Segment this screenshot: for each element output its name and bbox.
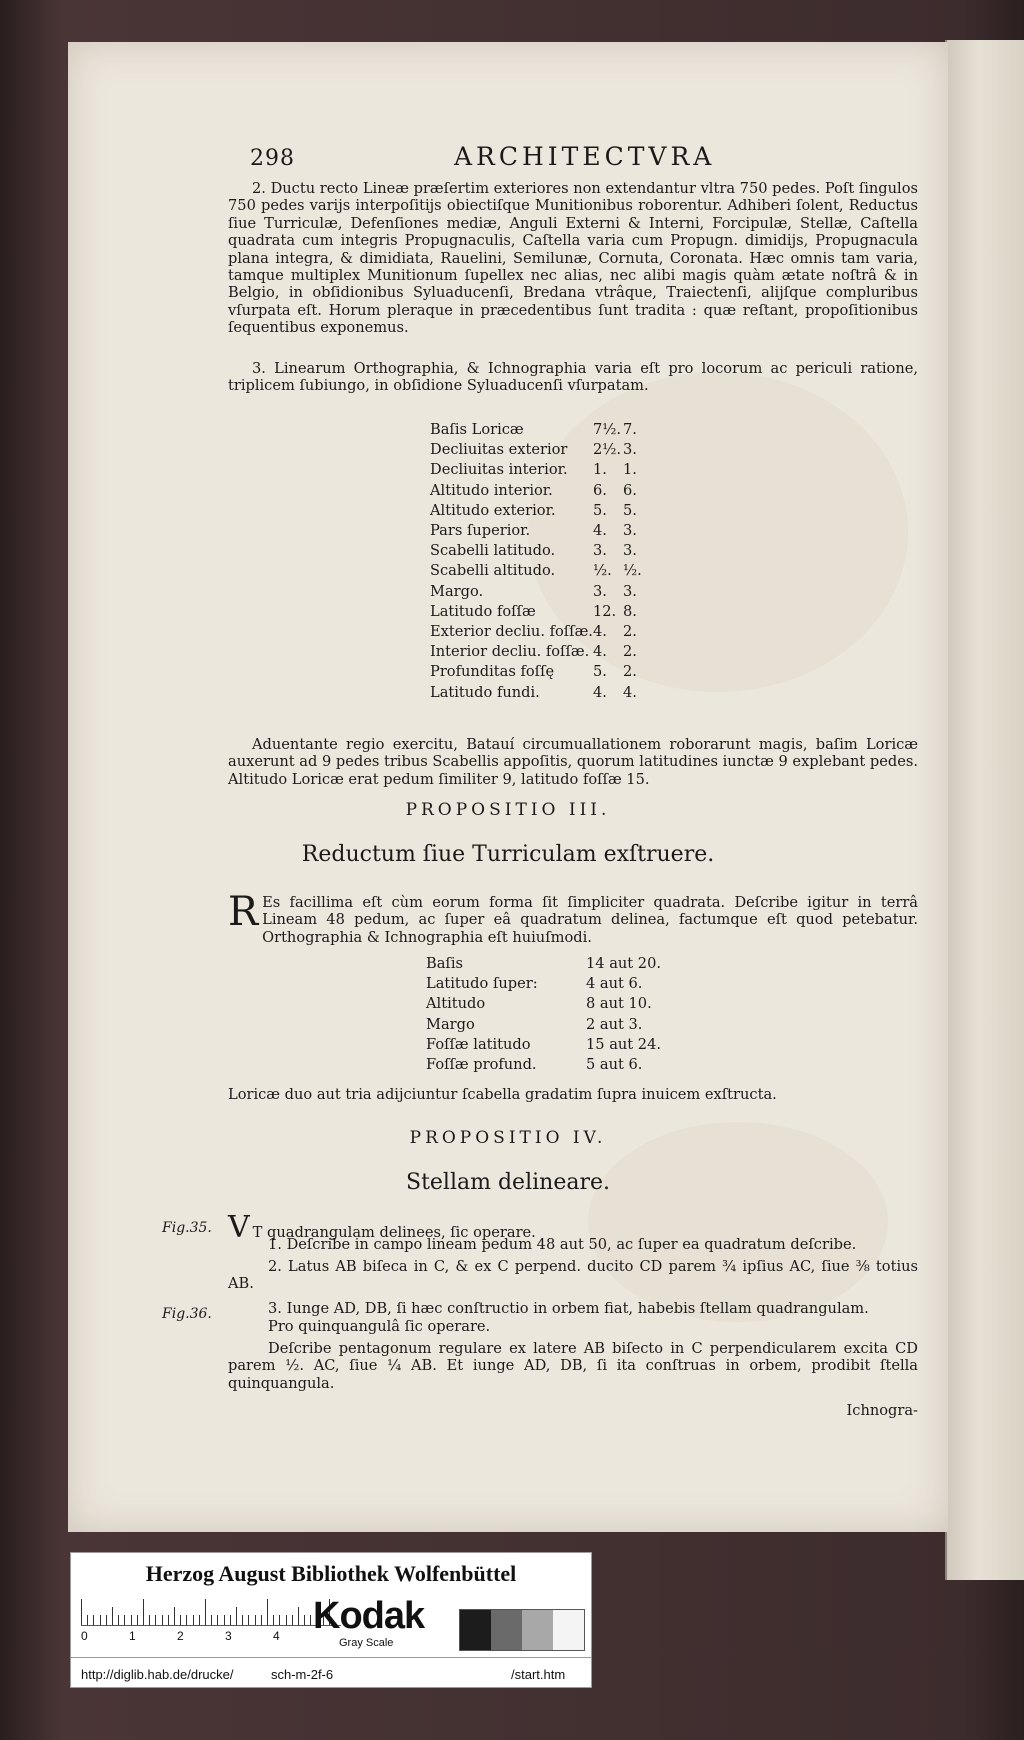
gray-swatch <box>553 1610 584 1650</box>
construction-step: 2. Latus AB biſeca in C, & ex C perpend. ducito CD parem ¾ ipſius AC, ſiue ⅜ totius AB. <box>228 1258 918 1293</box>
ruler-tick <box>211 1615 212 1625</box>
table-row <box>430 622 642 642</box>
row-value: 1. <box>592 461 607 479</box>
table-row <box>430 582 642 602</box>
ruler-number: 3 <box>225 1629 232 1643</box>
gray-scale-label: Gray Scale <box>339 1637 394 1649</box>
gray-scale-swatches <box>459 1609 585 1651</box>
ruler-tick <box>131 1615 132 1625</box>
construction-step: 1. Deſcribe in campo lineam pedum 48 aut 50, ac ſuper ea quadratum deſcribe. <box>268 1236 857 1253</box>
row-label: Altitudo exterior. <box>430 501 556 519</box>
row-label: Latitudo fundi. <box>430 683 540 701</box>
table-row <box>430 420 642 440</box>
ruler-tick <box>310 1615 311 1625</box>
ruler-tick <box>304 1615 305 1625</box>
table-row <box>430 481 642 501</box>
ruler-tick <box>118 1615 119 1625</box>
page-number: 298 <box>250 146 295 171</box>
row-value: 4. <box>592 643 607 661</box>
table-row <box>426 954 661 974</box>
row-value: 7½. <box>592 421 622 438</box>
row-value: ½. <box>622 562 642 580</box>
ruler-tick <box>186 1615 187 1625</box>
row-label: Foſſæ latitudo <box>426 1035 531 1053</box>
row-value: 4. <box>592 683 607 701</box>
ruler-tick <box>236 1607 237 1625</box>
drop-capital: V <box>228 1210 250 1245</box>
paragraph <box>228 889 918 946</box>
row-label: Exterior decliu. foſſæ. <box>430 623 593 641</box>
construction-step: Pro quinquangulâ ſic operare. <box>268 1318 491 1335</box>
running-title: ARCHITECTVRA <box>454 142 716 171</box>
measurement-ruler <box>81 1599 341 1626</box>
proposition-title: Reductum ſiue Turriculam exſtruere. <box>301 842 715 867</box>
ruler-tick <box>87 1615 88 1625</box>
figure-reference: Fig.36. <box>162 1306 212 1322</box>
ruler-tick <box>155 1615 156 1625</box>
proposition-heading: PROPOSITIO III. <box>405 800 611 820</box>
row-value: 8 aut 10. <box>586 995 652 1013</box>
ruler-tick <box>261 1615 262 1625</box>
ruler-numbers <box>81 1629 341 1645</box>
table-row <box>430 440 642 460</box>
book-page <box>68 42 948 1532</box>
ruler-tick <box>100 1615 101 1625</box>
row-label: Baſis Loricæ <box>430 421 524 438</box>
ruler-tick <box>298 1607 299 1625</box>
table-row <box>426 1035 661 1055</box>
paragraph-text: Es facillima eſt cùm eorum forma ſit ſimpliciter quadrata. Deſcribe igitur in terrâ Lineam 48 pedum, ac ſuper eâ quadratum delinea, factumque eſt quod petebatur. Orthographia & Ichnographia eſt huiuſmodi. <box>262 894 918 946</box>
ruler-number: 0 <box>81 1629 88 1643</box>
paragraph-text: T quadrangulam delinees, ſic operare. <box>252 1224 536 1241</box>
row-label: Decliuitas interior. <box>430 461 568 479</box>
row-label: Margo <box>426 1015 475 1033</box>
ruler-tick <box>292 1615 293 1625</box>
row-value: 2. <box>622 643 637 661</box>
ruler-tick <box>286 1615 287 1625</box>
paragraph: 3. Linearum Orthographia, & Ichnographia varia eſt pro locorum ac periculi ratione, triplicem ſubiungo, in obſidione Syluaducenſi vſurpatam. <box>228 360 918 395</box>
ruler-tick <box>106 1615 107 1625</box>
row-value: 4 aut 6. <box>586 975 643 993</box>
row-label: Altitudo <box>426 995 486 1013</box>
gray-swatch <box>460 1610 491 1650</box>
source-url: http://diglib.hab.de/drucke/ <box>81 1667 234 1682</box>
row-label: Scabelli altitudo. <box>430 562 556 580</box>
row-value: 3. <box>622 542 637 560</box>
kodak-logo: Kodak <box>313 1595 425 1637</box>
row-value: 2. <box>622 663 637 681</box>
table-row <box>426 1015 661 1035</box>
start-link: /start.htm <box>511 1667 566 1682</box>
row-value: 2 aut 3. <box>586 1015 643 1033</box>
ruler-tick <box>248 1615 249 1625</box>
table-row <box>430 460 642 480</box>
row-value: 7. <box>622 421 637 438</box>
row-value: 4. <box>622 683 637 701</box>
library-name: Herzog August Bibliothek Wolfenbüttel <box>145 1561 517 1586</box>
ruler-tick <box>205 1599 206 1625</box>
row-value: 15 aut 24. <box>586 1035 662 1053</box>
row-label: Margo. <box>430 582 484 600</box>
card-footer <box>71 1657 591 1688</box>
ruler-tick <box>137 1615 138 1625</box>
row-label: Foſſæ profund. <box>426 1056 537 1074</box>
row-value: 3. <box>622 441 637 459</box>
ruler-tick <box>224 1615 225 1625</box>
row-value: 6. <box>592 481 607 499</box>
ruler-tick <box>168 1615 169 1625</box>
row-value: 3. <box>592 582 607 600</box>
ruler-number: 2 <box>177 1629 184 1643</box>
ruler-tick <box>174 1607 175 1625</box>
table-row <box>430 662 642 682</box>
row-value: 2½. <box>592 441 622 459</box>
dimension-table-turricula <box>426 954 661 1075</box>
paragraph: Aduentante regio exercitu, Batauí circumuallationem roborarunt magis, baſim Loricæ auxerunt ad 9 pedes tribus Scabellis appoſitis, quorum latitudines iunctæ 9 explebant pedes. Altitudo Loricæ erat pedum ſimiliter 9, latitudo foſſæ 15. <box>228 736 918 788</box>
table-row <box>430 561 642 581</box>
ruler-number: 4 <box>273 1629 280 1643</box>
row-value: 6. <box>622 481 637 499</box>
row-label: Baſis <box>426 955 463 972</box>
color-calibration-card <box>70 1552 592 1688</box>
row-value: 5. <box>622 501 637 519</box>
row-label: Interior decliu. foſſæ. <box>430 643 590 661</box>
paragraph: 2. Ductu recto Lineæ præſertim exteriores non extendantur vltra 750 pedes. Poſt ſingulos 750 pedes varijs interpoſitijs obiectiſque Munitionibus roborentur. Adhiberi ſolent, Reductus ſiue Turriculæ, Defenſiones mediæ, Anguli Externi & Interni, Forcipulæ, Stellæ, Caſtella quadrata cum integris Propugnaculis, Caſtella varia cum Propugn. dimidijs, Propugnacula plana integra, & dimidiata, Rauelini, Semilunæ, Cornuta, Coronata. Hæc omnis tam varia, tamque multiplex Munitionum ſupellex nec alias, nec alibi magis quàm ætate noſtrâ & in Belgio, in obſidionibus Syluaducenſi, Bredana vtrâque, Traiectenſi, alijſque compluribus vſurpata eſt. Horum pleraque in præcedentibus ſunt tradita : quæ reſtant, propoſitionibus ſequentibus exponemus. <box>228 180 918 337</box>
table-row <box>430 521 642 541</box>
table-row <box>430 642 642 662</box>
row-value: 3. <box>622 522 637 540</box>
ruler-tick <box>255 1615 256 1625</box>
row-value: ½. <box>592 562 612 580</box>
drop-capital: R <box>228 889 259 935</box>
ruler-tick <box>217 1615 218 1625</box>
row-value: 5 aut 6. <box>586 1056 643 1074</box>
row-value: 2. <box>622 623 637 641</box>
paragraph: Loricæ duo aut tria adijciuntur ſcabella gradatim ſupra inuicem exſtructa. <box>228 1086 777 1103</box>
ruler-tick <box>273 1615 274 1625</box>
table-row <box>430 602 642 622</box>
row-label: Decliuitas exterior <box>430 441 568 459</box>
row-value: 5. <box>592 663 607 681</box>
row-value: 12. <box>592 602 617 620</box>
table-row <box>430 683 642 703</box>
ruler-tick <box>81 1599 82 1625</box>
ruler-tick <box>193 1615 194 1625</box>
row-value: 4. <box>592 623 607 641</box>
row-value: 3. <box>592 542 607 560</box>
gray-swatch <box>491 1610 522 1650</box>
row-label: Latitudo foſſæ <box>430 602 536 620</box>
row-value: 14 aut 20. <box>586 955 662 972</box>
ruler-tick <box>180 1615 181 1625</box>
shelfmark: sch-m-2f-6 <box>271 1667 334 1682</box>
ruler-tick <box>267 1599 268 1625</box>
ruler-tick <box>149 1615 150 1625</box>
row-value: 4. <box>592 522 607 540</box>
ruler-tick <box>279 1615 280 1625</box>
ruler-tick <box>230 1615 231 1625</box>
figure-reference: Fig.35. <box>162 1220 212 1236</box>
row-value: 8. <box>622 602 637 620</box>
row-value: 5. <box>592 501 607 519</box>
ruler-tick <box>143 1599 144 1625</box>
ruler-tick <box>162 1615 163 1625</box>
table-row <box>430 541 642 561</box>
row-value: 1. <box>622 461 637 479</box>
table-row <box>430 501 642 521</box>
catchword: Ichnogra- <box>846 1402 918 1419</box>
dimension-table-lorica <box>430 420 642 703</box>
row-label: Pars ſuperior. <box>430 522 531 540</box>
ruler-number: 1 <box>129 1629 136 1643</box>
facing-page-edge <box>945 40 1024 1580</box>
row-label: Profunditas foſſę <box>430 663 555 681</box>
row-label: Scabelli latitudo. <box>430 542 556 560</box>
construction-step: Deſcribe pentagonum regulare ex latere AB biſecto in C perpendicularem excita CD parem ½. AC, ſiue ¼ AB. Et iunge AD, DB, ſi ita conſtruas in orbem, prodibit ſtella quinquangula. <box>228 1340 918 1392</box>
gray-swatch <box>522 1610 553 1650</box>
proposition-title: Stellam delineare. <box>406 1170 610 1195</box>
construction-step: 3. Iunge AD, DB, ſi hæc conſtructio in orbem fiat, habebis ſtellam quadrangulam. <box>268 1300 869 1317</box>
ruler-tick <box>242 1615 243 1625</box>
table-row <box>426 994 661 1014</box>
row-label: Altitudo interior. <box>430 481 553 499</box>
ruler-tick <box>199 1615 200 1625</box>
table-row <box>426 974 661 994</box>
ruler-tick <box>112 1607 113 1625</box>
ruler-tick <box>93 1615 94 1625</box>
row-value: 3. <box>622 582 637 600</box>
ruler-tick <box>124 1615 125 1625</box>
proposition-heading: PROPOSITIO IV. <box>409 1128 607 1148</box>
table-row <box>426 1055 661 1075</box>
row-label: Latitudo ſuper: <box>426 975 538 993</box>
